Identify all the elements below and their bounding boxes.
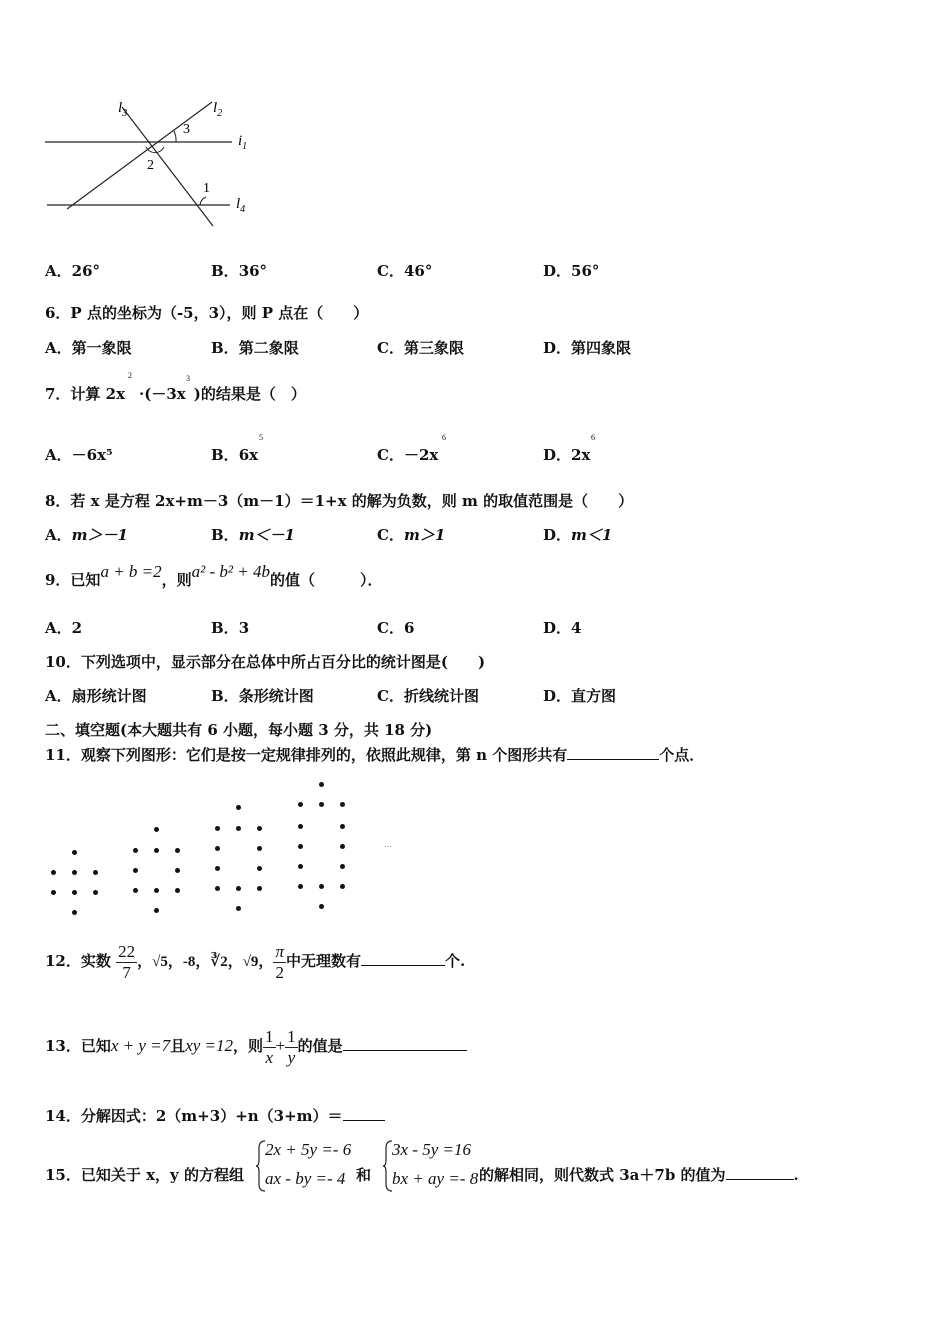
q8-option-c[interactable]: C．m＞1 bbox=[377, 526, 446, 544]
pattern-dot bbox=[340, 884, 345, 889]
q7-stem: 7．计算 2x ·(－3x )的结果是（ ） bbox=[45, 385, 306, 403]
parallel-lines-figure bbox=[40, 95, 270, 235]
q8-option-d[interactable]: D．m＜1 bbox=[543, 526, 613, 544]
q15-answer-blank[interactable] bbox=[726, 1165, 794, 1180]
q7-exponent-3: 3 bbox=[186, 374, 190, 383]
q7-option-c[interactable]: C．－2x bbox=[377, 446, 439, 464]
q7-option-a[interactable]: A．－6x⁵ bbox=[45, 446, 113, 464]
pattern-dot bbox=[298, 884, 303, 889]
label-l1: $i_1$ bbox=[238, 133, 248, 152]
pattern-dot bbox=[340, 864, 345, 869]
q6-option-c[interactable]: C．第三象限 bbox=[377, 339, 464, 357]
q10-option-d[interactable]: D．直方图 bbox=[543, 687, 617, 705]
q9-option-b[interactable]: B．3 bbox=[211, 619, 250, 637]
pattern-dot bbox=[72, 910, 77, 915]
label-angle-2: 2 bbox=[147, 158, 154, 173]
pattern-dot bbox=[298, 864, 303, 869]
section-2-title: 二、填空题(本大题共有 6 小题，每小题 3 分，共 18 分) bbox=[45, 721, 433, 739]
pattern-dot bbox=[93, 890, 98, 895]
pattern-dot bbox=[154, 827, 159, 832]
q6-option-a[interactable]: A．第一象限 bbox=[45, 339, 132, 357]
pattern-dot bbox=[340, 844, 345, 849]
q6-option-b[interactable]: B．第二象限 bbox=[211, 339, 299, 357]
pattern-dot bbox=[175, 848, 180, 853]
system1-equation-1: 2x + 5y =- 6 bbox=[265, 1140, 352, 1159]
pattern-dot bbox=[340, 802, 345, 807]
q11-answer-blank[interactable] bbox=[567, 745, 659, 760]
pattern-dot bbox=[257, 846, 262, 851]
line-l2 bbox=[67, 102, 212, 209]
label-angle-3: 3 bbox=[183, 122, 190, 137]
pattern-dot bbox=[319, 802, 324, 807]
pattern-dot bbox=[236, 886, 241, 891]
q8-stem: 8．若 x 是方程 2x+m－3（m－1）＝1+x 的解为负数，则 m 的取值范围是（ ） bbox=[45, 492, 634, 510]
q7-option-c-exponent: 6 bbox=[442, 433, 446, 442]
pattern-dot bbox=[257, 886, 262, 891]
q12-stem: 12．实数 $\frac{22}{7}$ ，√5，-8，∛2，√9， $\frac{\pi}{2}$ 中无理数有 个. bbox=[45, 941, 466, 982]
q6-option-d[interactable]: D．第四象限 bbox=[543, 339, 632, 357]
q7-exponent-2: 2 bbox=[128, 371, 132, 380]
pattern-dot bbox=[72, 850, 77, 855]
q13-answer-blank[interactable] bbox=[343, 1036, 467, 1051]
angle-arc-1 bbox=[200, 197, 206, 205]
system1-equation-2: ax - by =- 4 bbox=[265, 1169, 346, 1188]
pattern-dot bbox=[319, 782, 324, 787]
q13-condition-product: xy =12 bbox=[185, 1036, 233, 1055]
fraction-22-over-7: $\frac{22}{7}$ bbox=[118, 941, 136, 982]
label-angle-1: 1 bbox=[203, 181, 210, 196]
q6-stem: 6．P 点的坐标为（-5，3），则 P 点在（ ） bbox=[45, 304, 369, 322]
fraction-1-over-y: $\frac{1}{y}$ bbox=[287, 1026, 296, 1067]
system2-equation-1: 3x - 5y =16 bbox=[392, 1140, 471, 1159]
q10-option-c[interactable]: C．折线统计图 bbox=[377, 687, 479, 705]
q13-condition-sum: x + y =7 bbox=[110, 1036, 171, 1055]
q9-option-a[interactable]: A．2 bbox=[45, 619, 83, 637]
label-l3: $l_3$ bbox=[118, 100, 128, 119]
q5-option-d[interactable]: D．56° bbox=[543, 262, 600, 280]
q8-option-a[interactable]: A．m＞－1 bbox=[45, 526, 128, 544]
pattern-dot bbox=[319, 904, 324, 909]
line-l3 bbox=[122, 107, 213, 226]
pattern-dot bbox=[72, 870, 77, 875]
pattern-ellipsis: … bbox=[384, 840, 392, 849]
pattern-dot bbox=[133, 868, 138, 873]
q13-stem: 13．已知x + y =7且xy =12，则 $\frac{1}{x}$ + $\frac{1}{y}$ 的值是 bbox=[45, 1025, 467, 1068]
angle-arc-3 bbox=[174, 131, 176, 142]
pattern-dot bbox=[175, 868, 180, 873]
system2-equation-2: bx + ay =- 8 bbox=[392, 1169, 479, 1188]
pattern-dot bbox=[215, 846, 220, 851]
q9-option-c[interactable]: C．6 bbox=[377, 619, 415, 637]
pattern-dot bbox=[154, 888, 159, 893]
pattern-dot bbox=[154, 848, 159, 853]
q10-stem: 10．下列选项中，显示部分在总体中所占百分比的统计图是( ) bbox=[45, 653, 486, 671]
pattern-dot bbox=[319, 884, 324, 889]
q10-option-b[interactable]: B．条形统计图 bbox=[211, 687, 314, 705]
q7-option-b-exponent: 5 bbox=[259, 433, 263, 442]
fraction-pi-over-2: $\frac{\pi}{2}$ bbox=[275, 941, 284, 982]
q14-answer-blank[interactable] bbox=[343, 1106, 385, 1121]
pattern-dot bbox=[236, 906, 241, 911]
q12-answer-blank[interactable] bbox=[361, 951, 445, 966]
q5-option-a[interactable]: A．26° bbox=[45, 262, 101, 280]
q5-option-b[interactable]: B．36° bbox=[211, 262, 268, 280]
pattern-dot bbox=[51, 890, 56, 895]
pattern-dot bbox=[215, 826, 220, 831]
q14-stem: 14．分解因式：2（m+3）+n（3+m）＝ bbox=[45, 1106, 385, 1126]
pattern-dot bbox=[257, 866, 262, 871]
pattern-dot bbox=[51, 870, 56, 875]
q8-option-b[interactable]: B．m＜－1 bbox=[211, 526, 295, 544]
q5-option-c[interactable]: C．46° bbox=[377, 262, 433, 280]
pattern-dot bbox=[215, 866, 220, 871]
q10-option-a[interactable]: A．扇形统计图 bbox=[45, 687, 147, 705]
pattern-dot bbox=[298, 824, 303, 829]
fraction-1-over-x: $\frac{1}{x}$ bbox=[265, 1026, 274, 1067]
pattern-dot bbox=[93, 870, 98, 875]
q9-option-d[interactable]: D．4 bbox=[543, 619, 582, 637]
q9-condition: a + b =2 bbox=[100, 562, 162, 581]
label-l4: $l_4$ bbox=[236, 196, 246, 215]
pattern-dot bbox=[257, 826, 262, 831]
pattern-dot bbox=[298, 802, 303, 807]
label-l2: $l_2$ bbox=[213, 100, 223, 119]
q9-stem: 9．已知a + b =2，则a² - b² + 4b的值（ ）． bbox=[45, 562, 383, 589]
q7-option-d[interactable]: D．2x bbox=[543, 446, 591, 464]
pattern-dot bbox=[133, 888, 138, 893]
pattern-dot bbox=[72, 890, 77, 895]
pattern-dot bbox=[236, 826, 241, 831]
pattern-dot bbox=[133, 848, 138, 853]
pattern-dot bbox=[236, 805, 241, 810]
q7-option-d-exponent: 6 bbox=[591, 433, 595, 442]
pattern-dot bbox=[340, 824, 345, 829]
q7-option-b[interactable]: B．6x bbox=[211, 446, 259, 464]
q9-expression: a² - b² + 4b bbox=[191, 562, 270, 581]
pattern-dot bbox=[175, 888, 180, 893]
q15-stem: 15．已知关于 x，y 的方程组 和 的解相同，则代数式 3a＋7b 的值为 . bbox=[45, 1166, 799, 1184]
q11-stem: 11．观察下列图形：它们是按一定规律排列的，依照此规律，第 n 个图形共有 个点． bbox=[45, 746, 705, 764]
pattern-dot bbox=[154, 908, 159, 913]
pattern-dot bbox=[298, 844, 303, 849]
pattern-dot bbox=[215, 886, 220, 891]
